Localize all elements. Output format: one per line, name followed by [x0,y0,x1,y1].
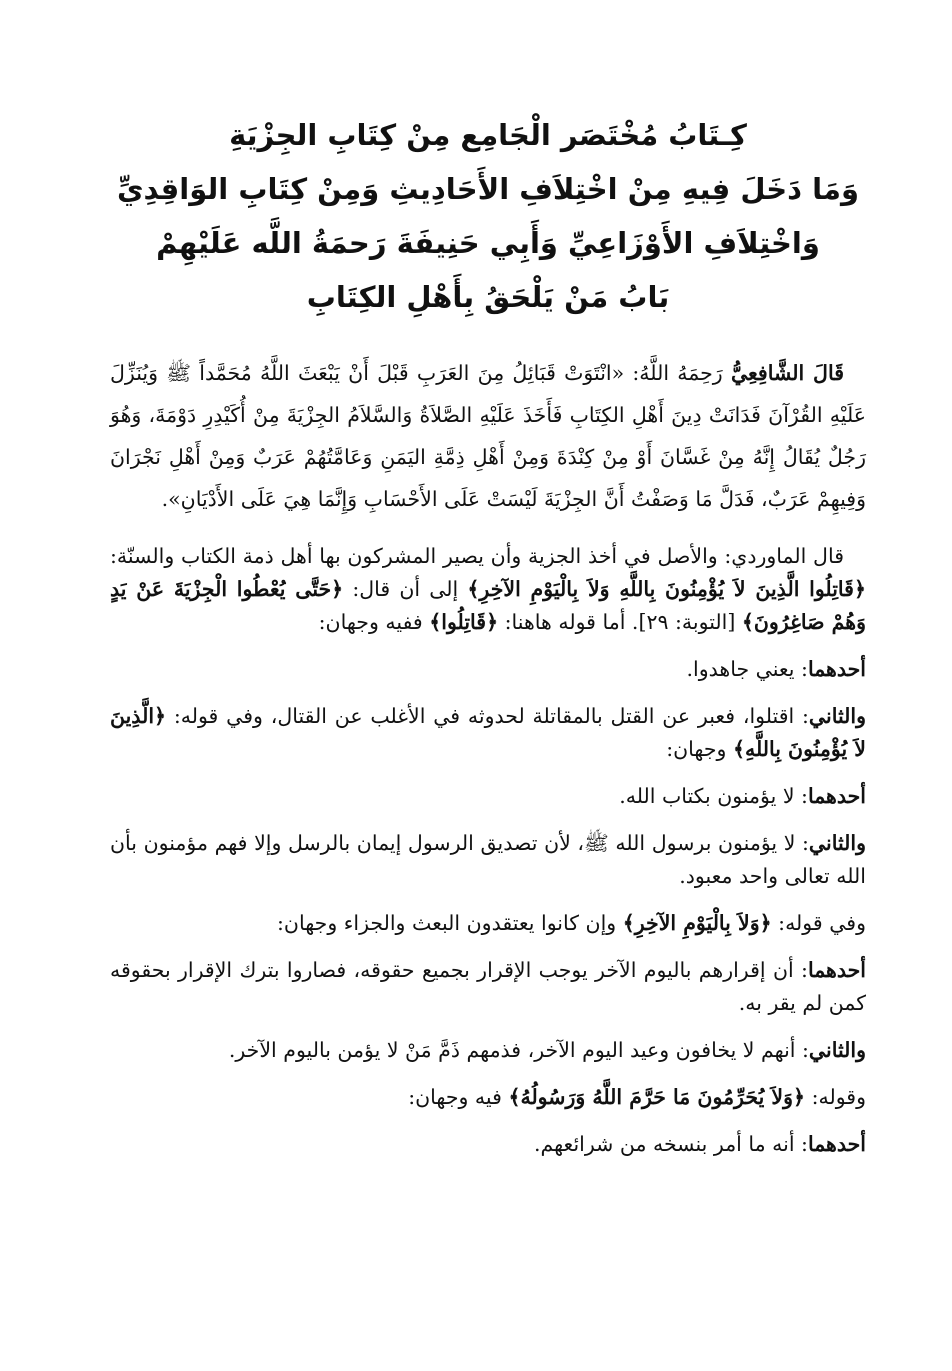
quran-quote: ﴿حَتَّى يُعْطُوا الْجِزْيَةَ عَنْ يَدٍ وَهُمْ صَاغِرُونَ﴾ [110,577,866,634]
paragraph-text: رَحِمَهُ اللَّهُ: «انْتَوَتْ قَبَائِلُ مِنَ العَرَبِ قَبْلَ أَنْ يَبْعَثَ اللَّهُ مُحَمَّداً ﷺ وَيُنَزِّلَ عَلَيْهِ القُرْآنَ فَدَانَتْ دِينَ أَهْلِ الكِتَابِ فَأَخَذَ عَلَيْهِ الصَّلاَةُ وَالسَّلاَمُ الجِزْيَةَ مِنْ أُكَيْدِرِ دَوْمَةَ، وَهُوَ رَجُلٌ يُقَالُ إِنَّهُ مِنْ غَسَّانَ أَوْ مِنْ كِنْدَةَ وَمِنْ أَهْلِ ذِمَّةِ اليَمَنِ وَعَامَّتُهُمْ عَرَبٌ وَمِنْ أَهْلِ نَجْرَانَ وَفِيهِمْ عَرَبٌ، فَدَلَّ مَا وَصَفْتُ أَنَّ الجِزْيَةَ لَيْسَتْ عَلَى الأَحْسَابِ وَإِنَّمَا هِيَ عَلَى الأَدْيَانِ». [110,361,866,511]
paragraph-text: وجهان: [666,737,733,761]
quran-quote: ﴿وَلاَ بِالْيَوْمِ الآخِرِ﴾ [622,911,772,935]
paragraph-text: : اقتلوا، فعبر عن القتل بالمقاتلة لحدوثه في الأغلب عن القتال، وفي قوله: [166,704,809,728]
commentary-paragraph [110,954,866,1020]
title-line-3: وَاخْتِلاَفِ الأَوْزَاعِيِّ وَأَبِي حَنِيفَةَ رَحمَةُ اللَّه عَلَيْهِمْ [156,226,820,260]
paragraph-text: قال الماوردي: والأصل في أخذ الجزية وأن يصير المشركون بها أهل ذمة الكتاب والسنّة: [110,544,844,568]
commentary-paragraph [110,780,866,813]
title-line-2: وَمَا دَخَلَ فِيهِ مِنْ اخْتِلاَفِ الأَحَادِيثِ وَمِنْ كِتَابِ الوَاقِدِيِّ [116,172,860,206]
paragraph-text: وقوله: [805,1085,866,1109]
paragraph-text: فيه وجهان: [408,1085,509,1109]
commentary-paragraph [110,1081,866,1114]
commentary-paragraph [110,1128,866,1161]
paragraph-text: [التوبة: ٢٩]. أما قوله هاهنا: [498,610,742,634]
paragraph-text: : أنه ما أمر بنسخه من شرائعهم. [533,1132,808,1156]
mawardi-paragraph [110,540,866,639]
paragraph-lead: أحدهما [807,657,866,681]
paragraph-text: : لا يؤمنون برسول الله ﷺ، لأن تصديق الرسول إيمان بالرسل وإلا فهم مؤمنون بأن الله تعالى واحد معبود. [110,831,866,888]
paragraph-lead: والثاني [808,704,866,728]
paragraph-lead: والثاني [808,1038,866,1062]
paragraph-text: : يعني جاهدوا. [686,657,808,681]
commentary-paragraph [110,653,866,686]
paragraph-text: إلى أن قال: [343,577,468,601]
commentary-paragraph [110,907,866,940]
title-line-4: بَابُ مَنْ يَلْحَقُ بِأَهْلِ الكِتَابِ [306,280,670,314]
quran-quote: ﴿وَلاَ يُحَرِّمُونَ مَا حَرَّمَ اللَّهُ وَرَسُولُهُ﴾ [508,1085,806,1109]
paragraph-lead: قَالَ الشَّافِعِيُّ [730,361,844,385]
commentary-paragraph [110,700,866,766]
quran-quote: ﴿قَاتِلُوا الَّذِينَ لاَ يُؤْمِنُونَ بِاللَّهِ وَلاَ بِالْيَوْمِ الآخِرِ﴾ [467,577,866,601]
quran-quote: ﴿الَّذِينَ لاَ يُؤْمِنُونَ بِاللَّهِ﴾ [110,704,866,761]
paragraph-lead: والثاني [808,831,866,855]
commentary-paragraph [110,827,866,893]
paragraph-text: ففيه وجهان: [318,610,430,634]
shafii-text-paragraph [110,352,866,520]
commentary-paragraph [110,1034,866,1067]
title-line-1: كِـتَابُ مُخْتَصَر الْجَامِع مِنْ كِتَابِ الجِزْيَةِ [229,118,747,152]
quran-quote: ﴿قَاتِلُوا﴾ [429,610,499,634]
paragraph-lead: أحدهما [807,1132,866,1156]
paragraph-text: وإن كانوا يعتقدون البعث والجزاء وجهان: [276,911,623,935]
paragraph-text: وفي قوله: [771,911,866,935]
paragraph-text: : لا يؤمنون بكتاب الله. [619,784,808,808]
paragraph-lead: أحدهما [807,784,866,808]
chapter-title-block [110,108,866,324]
paragraph-text: : أن إقرارهم باليوم الآخر يوجب الإقرار بجميع حقوقه، فصاروا بترك الإقرار بحقوقه كمن لم يقر به. [110,958,866,1015]
paragraph-lead: أحدهما [807,958,866,982]
paragraph-text: : أنهم لا يخافون وعيد اليوم الآخر، فذمهم ذَمَّ مَنْ لا يؤمن باليوم الآخر. [228,1038,809,1062]
